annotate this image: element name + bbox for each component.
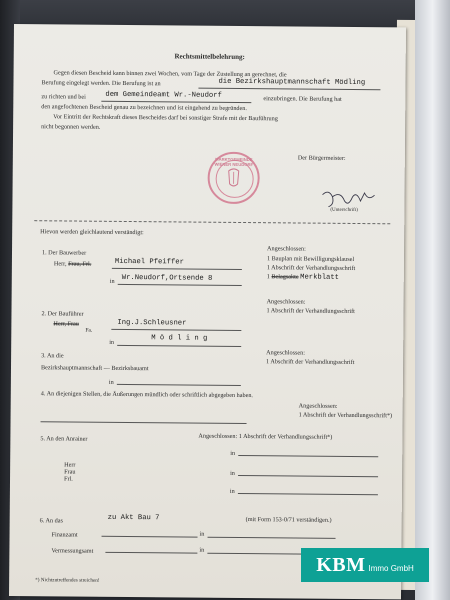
s1-address: Wr.Neudorf,Ortsende 8 bbox=[121, 273, 213, 283]
s1-salutation: Herr, Frau, Frl. bbox=[53, 260, 92, 268]
stamp-emblem-icon bbox=[209, 154, 257, 202]
s5-salutation-frl: Frl. bbox=[64, 475, 73, 483]
appeal-line-5: Vor Eintritt der Rechtskraft dieses Bescheides darf bei sonstiger Strafe mit der Bauführung bbox=[53, 113, 278, 123]
footnote: *) Nichtzutreffendes streichen! bbox=[35, 577, 100, 584]
s3-line2: Bezirkshauptmannschaft — Bezirksbauamt bbox=[40, 364, 149, 373]
s6-value: zu Akt Bau 7 bbox=[107, 513, 160, 523]
s5-in-1: in bbox=[230, 449, 236, 457]
s1-heading: 1. Der Bauwerber bbox=[41, 249, 87, 257]
s5-salutation-herr: Herr bbox=[64, 461, 76, 469]
s6-in-1: in bbox=[199, 530, 205, 538]
kbm-watermark-logo bbox=[301, 548, 429, 582]
s4-heading: 4. An diejenigen Stellen, die Äußerungen mündlich oder schriftlich abgegeben haben. bbox=[40, 390, 253, 400]
appeal-line-4: den angefochtenen Bescheid genau zu bezeichnen und ist eingehend zu begründen. bbox=[41, 103, 247, 113]
s6-vermessungsamt: Vermessungsamt bbox=[51, 547, 94, 555]
s3-attached-label: Angeschlossen: bbox=[266, 349, 306, 357]
s5-attached: Angeschlossen: 1 Abschrift der Verhandlungsschrift*) bbox=[198, 432, 333, 441]
s4-att1: 1 Abschrift der Verhandlungsschrift*) bbox=[298, 411, 393, 420]
s6-finanzamt-place-line bbox=[208, 537, 336, 539]
s3-heading: 3. An die bbox=[41, 352, 64, 360]
s6-in-2: in bbox=[199, 546, 205, 554]
s1-att1: 1 Bauplan mit Bewilligungsklausel bbox=[266, 255, 355, 263]
s5-in-3: in bbox=[229, 487, 235, 495]
s2-salutation-struck: Herr, Frau bbox=[53, 320, 79, 328]
s1-attached-label: Angeschlossen: bbox=[267, 245, 306, 253]
appeal-office-line bbox=[101, 101, 251, 103]
s2-salutation-fa: Fa. bbox=[85, 327, 93, 334]
kbm-sub: Immo GmbH bbox=[368, 563, 414, 573]
appeal-addressee-line bbox=[198, 88, 380, 91]
s5-line-1 bbox=[238, 455, 378, 457]
stamp-text: MARKTGEMEINDE WIENER NEUDORF bbox=[214, 156, 254, 168]
appeal-line-2: Berufung eingelegt werden. Die Berufung ist an bbox=[41, 79, 161, 88]
mayor-label: Der Bürgermeister: bbox=[297, 154, 346, 162]
kbm-brand: KBM bbox=[316, 553, 366, 576]
s4-line bbox=[41, 421, 247, 424]
signature-label: (Unterschrift) bbox=[330, 207, 358, 214]
s6-form-note: (mit Form 153-0/71 verständigen.) bbox=[245, 516, 332, 524]
s1-name-line bbox=[112, 268, 242, 270]
s5-line-3 bbox=[238, 493, 378, 495]
s2-in: in bbox=[109, 338, 115, 346]
s1-address-line bbox=[118, 284, 242, 286]
s3-place-line bbox=[117, 384, 241, 386]
s3-att1: 1 Abschrift der Verhandlungsschrift bbox=[266, 358, 355, 366]
s6-finanzamt-line bbox=[102, 536, 198, 538]
s4-attached-label: Angeschlossen: bbox=[298, 402, 338, 410]
s3-in: in bbox=[108, 378, 114, 386]
notice-text: Hievon werden gleichlautend verständigt: bbox=[40, 228, 144, 237]
s1-att3: 1 Belagsakte Merkblatt bbox=[266, 273, 340, 282]
binder-sleeve bbox=[415, 0, 450, 600]
appeal-line-3: zu richten und bei bbox=[41, 93, 86, 101]
document-title: Rechtsmittelbelehrung: bbox=[174, 52, 245, 62]
s5-salutation-frau: Frau bbox=[64, 468, 76, 476]
appeal-addressee: die Bezirkshauptmannschaft Mödling bbox=[218, 77, 366, 88]
s1-name: Michael Pfeiffer bbox=[114, 257, 184, 267]
s2-heading: 2. Der Bauführer bbox=[41, 310, 84, 318]
appeal-office: dem Gemeindeamt Wr.-Neudorf bbox=[105, 90, 222, 100]
appeal-line-1: Gegen diesen Bescheid kann binnen zwei Wochen, vom Tage der Zustellung an gerechnet, die bbox=[53, 69, 287, 79]
appeal-line-6: nicht begonnen werden. bbox=[41, 123, 101, 131]
municipal-stamp bbox=[207, 152, 259, 204]
s5-line-2 bbox=[238, 475, 378, 477]
s5-in-2: in bbox=[230, 469, 235, 477]
s1-att2: 1 Abschrift der Verhandlungsschrift bbox=[266, 264, 356, 272]
s2-name: Ing.J.Schleusner bbox=[117, 318, 187, 328]
s2-place: M ö d l i n g bbox=[151, 334, 208, 343]
s2-name-line bbox=[111, 329, 241, 331]
s6-vermessungsamt-line bbox=[105, 552, 197, 554]
s6-finanzamt: Finanzamt bbox=[51, 531, 78, 539]
s2-att1: 1 Abschrift der Verhandlungsschrift bbox=[266, 307, 355, 315]
s2-place-line bbox=[117, 345, 241, 347]
s5-heading: 5. An den Anrainer bbox=[40, 435, 88, 443]
s6-heading: 6. An das bbox=[39, 517, 63, 525]
document-page bbox=[9, 24, 406, 599]
section-divider bbox=[34, 220, 390, 224]
s1-in: in bbox=[109, 277, 115, 285]
s2-attached-label: Angeschlossen: bbox=[266, 298, 306, 306]
appeal-tail: einzubringen. Die Berufung hat bbox=[263, 95, 342, 103]
